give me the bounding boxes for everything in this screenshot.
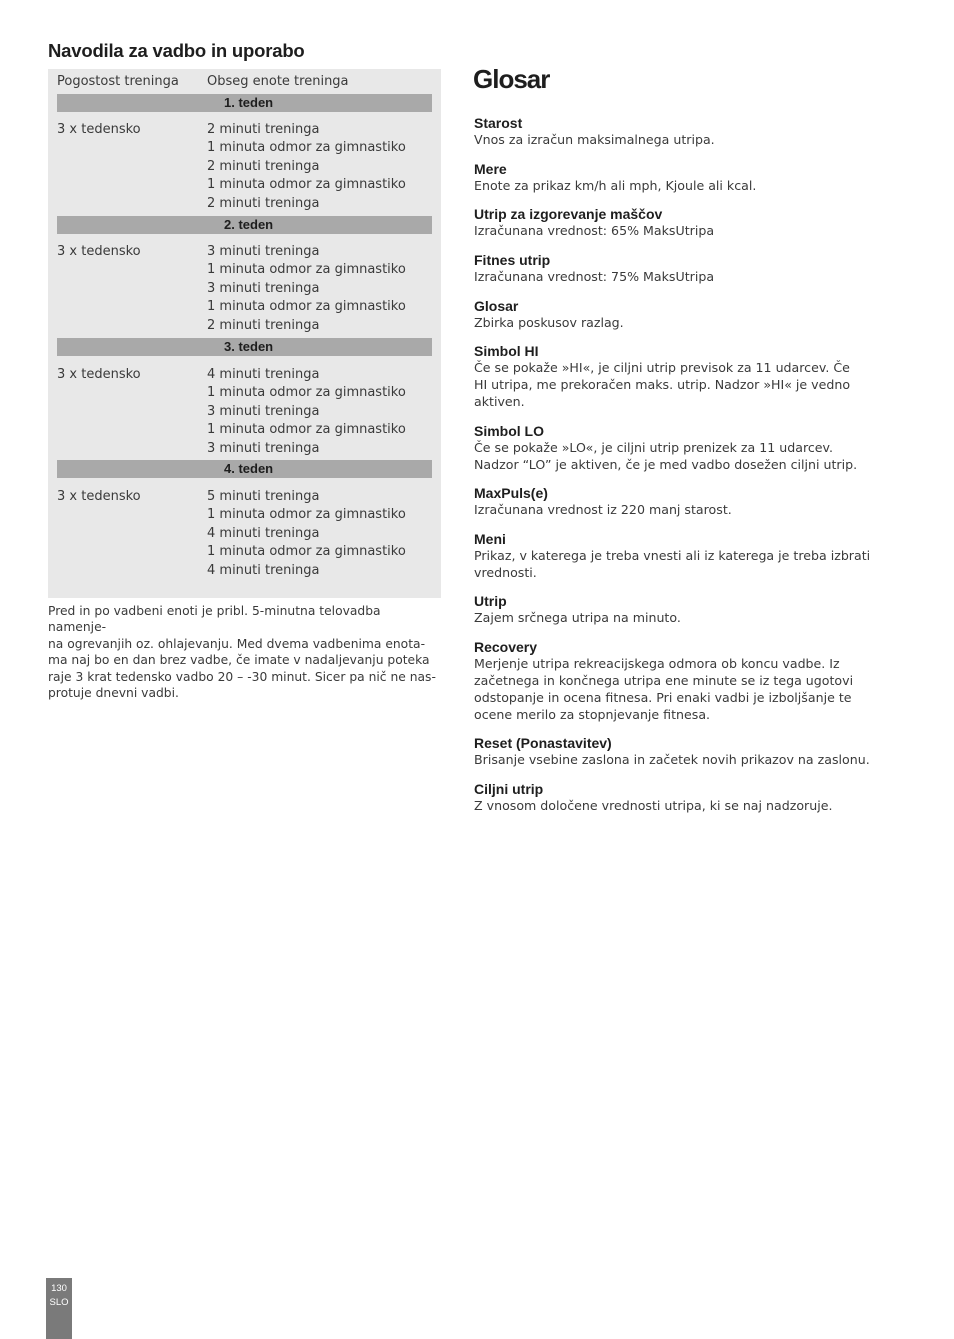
column-header-volume: Obseg enote treninga [207,74,349,89]
glossary-definition: Vnos za izračun maksimalnega utripa. [474,132,715,147]
note-line: protuje dnevni vadbi. [48,686,179,701]
glossary-term: Starost [474,115,523,131]
glossary-definition: Izračunana vrednost iz 220 manj starost. [474,502,732,517]
warmup-note [48,603,441,701]
glossary-definition: Izračunana vrednost: 75% MaksUtripa [474,269,715,284]
training-line: 3 minuti treninga [207,440,320,456]
glossary-term: Simbol LO [474,423,544,439]
week-lines [207,121,406,213]
glossary-entry [474,206,874,239]
training-line: 2 minuti treninga [207,122,320,137]
glossary-entry [474,735,874,768]
glossary-title: Glosar [473,64,550,94]
training-line: 5 minuti treninga [207,489,320,504]
note-line: Pred in po vadbeni enoti je pribl. 5-minutna telovadba namenje- [48,604,381,635]
glossary-definition: Merjenje utripa rekreacijskega odmora ob koncu vadbe. Iz začetnega in končnega utripa ene minute se iz tega ugotovi odstopanje in ocena fitnesa. Pri enaki vadbi je izboljšanje te ocene merilo za stopnjevanje fitnesa. [474,656,854,722]
week-frequency: 3 x tedensko [57,244,141,259]
glossary-definition: Če se pokaže »LO«, je ciljni utrip prenizek za 11 udarcev. Nadzor “LO” je aktiven, če je med vadbo dosežen ciljni utrip. [474,440,858,472]
glossary-entry [474,161,874,194]
language-code: SLO [49,1297,69,1308]
week-frequency: 3 x tedensko [57,367,141,382]
training-line: 1 minuta odmor za gimnastiko [207,507,406,523]
glossary-definition: Z vnosom določene vrednosti utripa, ki se naj nadzoruje. [474,798,833,813]
training-line: 1 minuta odmor za gimnastiko [207,177,406,193]
glossary-term: Recovery [474,639,538,655]
glossary-definition: Enote za prikaz km/h ali mph, Kjoule ali kcal. [474,178,757,193]
glossary-definition: Zajem srčnega utripa na minuto. [474,610,681,625]
note-line: ma naj bo en dan brez vadbe, če imate v nadaljevanju poteka [48,653,430,668]
training-line: 1 minuta odmor za gimnastiko [207,385,406,401]
glossary-entry [474,485,874,518]
training-line: 2 minuti treninga [207,158,320,174]
glossary-term: Glosar [474,298,519,314]
week-lines [207,488,406,580]
training-line: 4 minuti treninga [207,562,320,578]
training-line: 2 minuti treninga [207,317,320,333]
note-line: na ogrevanjih oz. ohlajevanju. Med dvema vadbenima enota- [48,636,426,651]
week-lines [207,243,406,335]
glossary-entry [474,593,874,626]
glossary-entry [474,531,874,581]
training-line: 1 minuta odmor za gimnastiko [207,140,406,156]
glossary-entry [474,252,874,285]
glossary-definition: Brisanje vsebine zaslona in začetek novih prikazov na zaslonu. [474,752,870,767]
glossary-entry [474,423,874,473]
glossary-term: Utrip [474,593,507,609]
week-frequency: 3 x tedensko [57,489,141,504]
glossary-term: MaxPuls(e) [474,485,548,501]
training-line: 1 minuta odmor za gimnastiko [207,299,406,315]
training-line: 2 minuti treninga [207,195,320,211]
glossary-term: Simbol HI [474,343,539,359]
training-table [48,69,441,598]
glossary-entry [474,781,874,814]
glossary-definition: Prikaz, v katerega je treba vnesti ali iz katerega je treba izbrati vrednosti. [474,548,871,580]
column-header-frequency: Pogostost treninga [57,74,179,89]
glossary-term: Meni [474,531,506,547]
training-line: 4 minuti treninga [207,367,320,382]
training-line: 3 minuti treninga [207,280,320,296]
glossary-term: Mere [474,161,507,177]
glossary-entry [474,115,874,148]
week-header: 3. teden [57,338,432,356]
glossary-entry [474,343,874,410]
page-number-tab [46,1278,72,1339]
week-lines [207,366,406,458]
week-header: 1. teden [57,94,432,112]
glossary-term: Reset (Ponastavitev) [474,735,612,751]
glossary-definition: Zbirka poskusov razlag. [474,315,624,330]
training-line: 3 minuti treninga [207,244,320,259]
week-frequency: 3 x tedensko [57,122,141,137]
glossary-definition: Izračunana vrednost: 65% MaksUtripa [474,223,715,238]
training-line: 1 minuta odmor za gimnastiko [207,544,406,560]
glossary-term: Utrip za izgorevanje maščov [474,206,663,222]
training-line: 1 minuta odmor za gimnastiko [207,262,406,278]
glossary-entry [474,298,874,331]
glossary-term: Ciljni utrip [474,781,544,797]
glossary-definition: Če se pokaže »HI«, je ciljni utrip previsok za 11 udarcev. Če HI utripa, me prekoračen maks. utrip. Nadzor »HI« je vedno aktiven. [474,360,851,409]
glossary-term: Fitnes utrip [474,252,551,268]
week-header: 4. teden [57,460,432,478]
training-line: 1 minuta odmor za gimnastiko [207,422,406,438]
glossary-entry [474,639,874,723]
training-line: 4 minuti treninga [207,525,320,541]
section-title: Navodila za vadbo in uporabo [48,40,305,61]
note-line: raje 3 krat tedensko vadbo 20 – -30 minut. Sicer pa nič ne nas- [48,669,436,684]
training-line: 3 minuti treninga [207,403,320,419]
week-header: 2. teden [57,216,432,234]
page-number: 130 [51,1283,67,1294]
